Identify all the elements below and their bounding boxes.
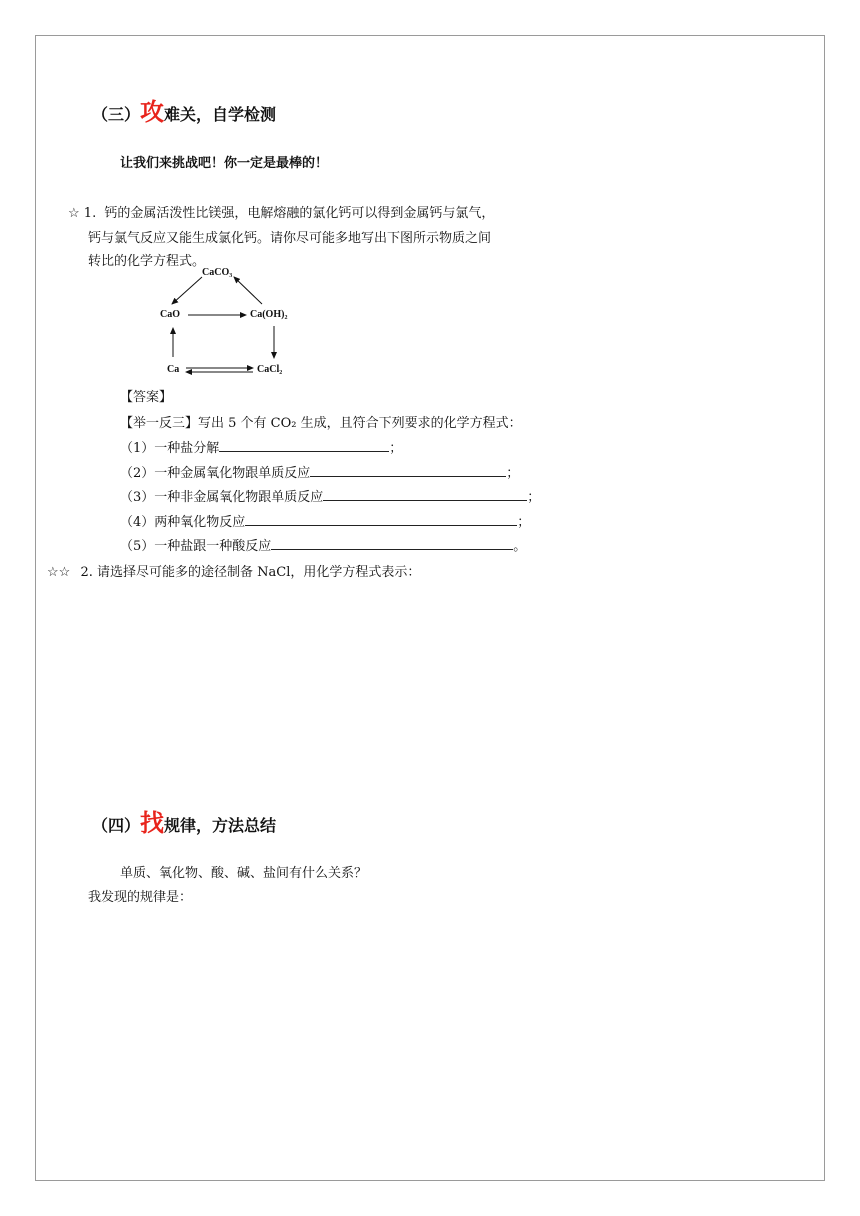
node-caco3: CaCO₃ (202, 267, 233, 278)
extension-line (120, 412, 522, 431)
item-5-text: （5）一种盐跟一种酸反应 (120, 539, 272, 554)
item-1 (120, 437, 402, 456)
item-4-end: ； (517, 515, 531, 530)
answer-label: 【答案】 (120, 390, 173, 405)
q2-line (47, 561, 420, 580)
q1-text-line2: 钙与氯气反应又能生成氯化钙。请你尽可能多地写出下图所示物质之间 (88, 231, 492, 246)
section3-title: 难关，自学检测 (164, 105, 277, 124)
section3-prefix: （三） (92, 105, 141, 124)
section4-title: 规律，方法总结 (164, 816, 277, 835)
answer-blank[interactable] (323, 488, 527, 501)
star-icon: ☆ (68, 206, 80, 221)
item-4-text: （4）两种氧化物反应 (120, 515, 246, 530)
diagram-arrows (150, 260, 320, 385)
extension-tag: 【举一反三】 (120, 416, 199, 431)
section4-found: 我发现的规律是： (88, 890, 193, 905)
motto: 让我们来挑战吧！你一定是最棒的！ (120, 156, 329, 171)
answer-blank[interactable] (245, 513, 517, 526)
answer-blank[interactable] (310, 464, 506, 477)
star-icon: ☆☆ (47, 565, 71, 580)
arrow-caoh2-to-caco3 (234, 277, 262, 304)
section3-big-char: 攻 (140, 98, 165, 126)
node-cao: CaO (160, 309, 180, 320)
q1-line1 (68, 202, 494, 221)
item-2-text: （2）一种金属氧化物跟单质反应 (120, 466, 311, 481)
arrow-caco3-to-cao (172, 277, 202, 304)
item-2 (120, 462, 519, 481)
node-cacl2: CaCl₂ (257, 364, 283, 375)
q2-number: 2. (80, 565, 93, 580)
item-2-end: ； (506, 466, 520, 481)
q1-text-line3: 转比的化学方程式。 (88, 254, 206, 269)
node-caoh2: Ca(OH)₂ (250, 309, 288, 320)
q1-number: 1. (83, 206, 97, 221)
section4-heading (92, 803, 276, 838)
item-3 (120, 486, 540, 505)
extension-text: 写出 5 个有 CO₂ 生成，且符合下列要求的化学方程式： (198, 416, 522, 431)
answer-blank[interactable] (271, 537, 513, 550)
item-1-text: （1）一种盐分解 (120, 441, 220, 456)
item-3-end: ； (527, 490, 541, 505)
section4-prefix: （四） (92, 816, 141, 835)
section4-big-char: 找 (140, 809, 165, 837)
item-1-end: ； (389, 441, 403, 456)
q1-text-line1: 钙的金属活泼性比镁强，电解熔融的氯化钙可以得到金属钙与氯气， (104, 206, 495, 221)
section4-question: 单质、氧化物、酸、碱、盐间有什么关系？ (120, 866, 368, 881)
section3-heading (92, 92, 276, 127)
node-ca: Ca (167, 364, 180, 375)
q2-text: 请选择尽可能多的途径制备 NaCl，用化学方程式表示： (97, 565, 421, 580)
item-5 (120, 535, 526, 554)
item-4 (120, 511, 530, 530)
answer-blank[interactable] (219, 439, 389, 452)
item-5-end: 。 (513, 539, 527, 554)
item-3-text: （3）一种非金属氧化物跟单质反应 (120, 490, 324, 505)
